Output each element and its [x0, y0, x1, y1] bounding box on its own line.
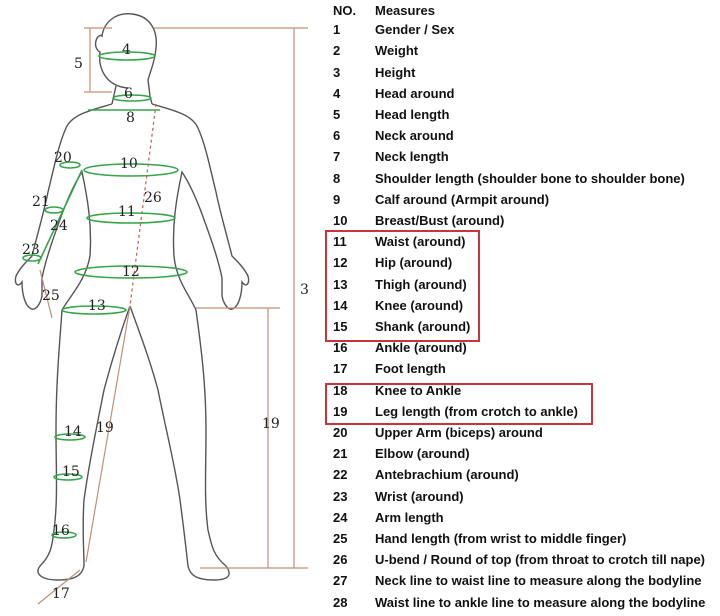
figure-label-21: 21 — [32, 194, 50, 210]
figure-label-19-left: 19 — [96, 420, 114, 436]
measure-number: 5 — [333, 107, 341, 122]
figure-label-23: 23 — [22, 242, 40, 258]
measure-label: Knee to Ankle — [375, 382, 462, 398]
measure-label: Height — [375, 64, 416, 80]
figure-label-12: 12 — [122, 264, 140, 280]
measure-number: 26 — [333, 552, 348, 568]
measure-label: Wrist (around) — [375, 488, 464, 504]
measure-number: 7 — [333, 149, 341, 165]
measure-number: 17 — [333, 361, 348, 377]
leg-right-inner — [130, 306, 188, 566]
measure-label: Neck line to waist line to measure along the bodyline — [375, 573, 702, 589]
measure-number: 27 — [333, 573, 348, 589]
body-measurement-figure — [0, 0, 325, 616]
dimension-lines — [38, 28, 308, 604]
measure-number: 9 — [333, 191, 341, 207]
measure-number: 19 — [333, 403, 348, 419]
measure-number: 23 — [333, 488, 348, 504]
figure-labels — [22, 42, 309, 602]
measure-number: 15 — [333, 319, 348, 334]
measure-label: Head around — [375, 85, 455, 101]
measure-number: 8 — [333, 170, 341, 186]
measure-label: Neck length — [375, 149, 449, 165]
leg-left-outer — [38, 310, 84, 580]
measure-label: Leg length (from crotch to ankle) — [375, 403, 578, 419]
figure-label-10: 10 — [120, 156, 138, 172]
measure-number: 11 — [333, 234, 347, 250]
measure-number: 12 — [333, 255, 348, 271]
measure-number: 13 — [333, 276, 348, 292]
measure-label: U-bend / Round of top (from throat to crotch till nape) — [375, 552, 706, 568]
figure-label-11: 11 — [118, 204, 136, 220]
measure-label: Ankle (around) — [375, 340, 467, 356]
measure-number: 28 — [333, 594, 348, 610]
measure-number: 2 — [333, 43, 341, 59]
figure-label-13: 13 — [88, 298, 106, 314]
measure-label: Breast/Bust (around) — [375, 213, 505, 228]
figure-label-20: 20 — [54, 150, 72, 166]
figure-label-17: 17 — [52, 586, 70, 602]
measure-label: Shank (around) — [375, 319, 471, 334]
measure-number: 22 — [333, 467, 348, 483]
torso-left — [15, 104, 112, 309]
header-measures: Measures — [375, 3, 435, 18]
figure-label-15: 15 — [62, 464, 80, 480]
measure-number: 24 — [333, 509, 348, 525]
measure-label: Elbow (around) — [375, 446, 470, 462]
measure-number: 10 — [333, 213, 348, 228]
figure-label-5: 5 — [74, 56, 83, 72]
measure-label: Neck around — [375, 128, 454, 144]
torso-right — [152, 104, 249, 309]
measure-label: Shoulder length (shoulder bone to shoulder bone) — [375, 170, 685, 186]
measure-number: 25 — [333, 531, 348, 546]
measure-label: Waist (around) — [375, 234, 466, 250]
highlight-box-18-19 — [325, 383, 593, 425]
measure-number: 21 — [333, 446, 348, 462]
figure-label-24: 24 — [50, 218, 68, 234]
measure-label: Foot length — [375, 361, 446, 377]
measure-label: Calf around (Armpit around) — [375, 191, 550, 207]
measure-number: 14 — [333, 297, 348, 313]
figure-label-3: 3 — [300, 282, 309, 298]
measure-number: 6 — [333, 128, 341, 144]
measure-label: Waist line to ankle line to measure along the bodyline — [375, 594, 706, 610]
measure-label: Head length — [375, 107, 450, 122]
measure-label: Arm length — [375, 509, 444, 525]
measure-number: 3 — [333, 64, 341, 80]
figure-label-25: 25 — [42, 288, 60, 304]
measure-label: Hand length (from wrist to middle finger) — [375, 531, 627, 546]
arm-right-inner — [173, 172, 222, 310]
measure-number: 1 — [333, 22, 341, 38]
arm-length-line — [38, 170, 82, 264]
measure-label: Hip (around) — [375, 255, 453, 271]
measure-label: Upper Arm (biceps) around — [375, 425, 543, 440]
measure-number: 16 — [333, 340, 348, 356]
measure-number: 20 — [333, 425, 348, 440]
measure-label: Antebrachium (around) — [375, 467, 519, 483]
header-no: NO. — [333, 3, 357, 18]
measure-number: 18 — [333, 382, 348, 398]
figure-label-16: 16 — [52, 523, 70, 539]
figure-label-14: 14 — [64, 424, 82, 440]
measure-label: Knee (around) — [375, 297, 464, 313]
figure-label-26: 26 — [144, 190, 162, 206]
figure-label-19-right: 19 — [262, 416, 280, 432]
figure-label-8: 8 — [126, 110, 135, 126]
leg-right-outer — [188, 310, 229, 580]
measure-label: Gender / Sex — [375, 22, 455, 38]
highlight-box-11-15 — [325, 230, 480, 342]
figure-label-4: 4 — [122, 42, 131, 58]
measure-label: Thigh (around) — [375, 276, 467, 292]
measure-label: Weight — [375, 43, 419, 59]
measure-number: 4 — [333, 85, 341, 101]
figure-label-6: 6 — [124, 86, 133, 102]
